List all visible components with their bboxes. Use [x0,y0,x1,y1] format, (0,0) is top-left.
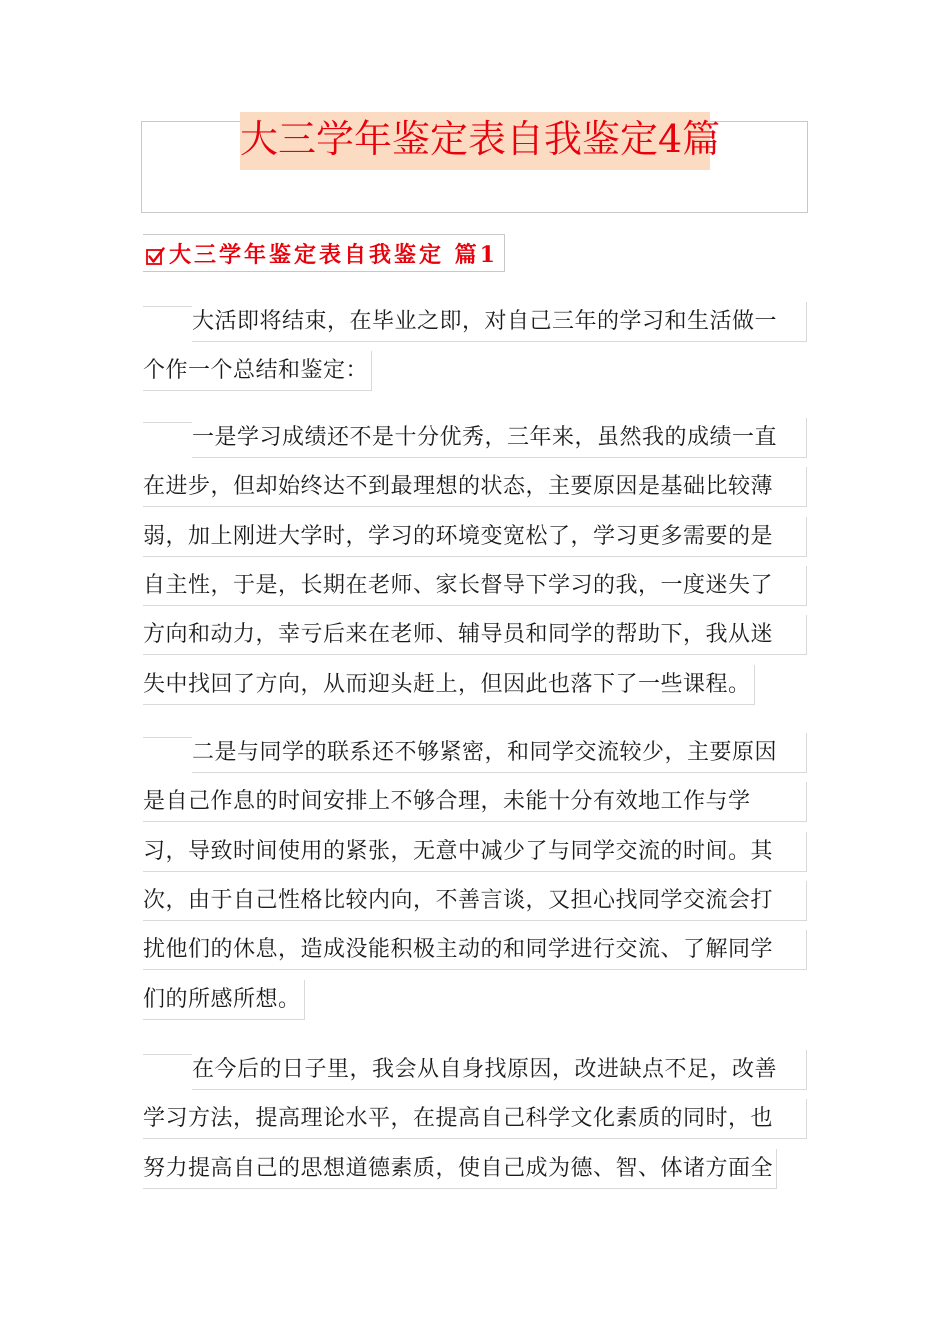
text-line: 习，导致时间使用的紧张，无意中减少了与同学交流的时间。其 [143,832,807,872]
line-frame [143,422,192,423]
text-line: 方向和动力，幸亏后来在老师、辅导员和同学的帮助下，我从迷 [143,615,807,655]
text-line: 们的所感所想。 [143,980,305,1020]
line-frame [143,306,192,307]
text-line: 自主性，于是，长期在老师、家长督导下学习的我，一度迷失了 [143,566,807,606]
section-title: 大三学年鉴定表自我鉴定 篇1 [169,241,498,268]
text-line: 失中找回了方向，从而迎头赶上，但因此也落下了一些课程。 [143,665,755,705]
text-line: 努力提高自己的思想道德素质，使自己成为德、智、体诸方面全 [143,1149,777,1189]
line-frame [143,1054,192,1055]
text-line: 学习方法，提高理论水平，在提高自己科学文化素质的同时，也 [143,1099,807,1139]
text-line: 在今后的日子里，我会从自身找原因，改进缺点不足，改善 [192,1050,807,1090]
line-frame [143,737,192,738]
text-line: 弱，加上刚进大学时，学习的环境变宽松了，学习更多需要的是 [143,517,807,557]
checkbox-checked-icon [146,247,165,266]
text-line: 个作一个总结和鉴定： [143,351,372,391]
text-line: 在进步，但却始终达不到最理想的状态，主要原因是基础比较薄 [143,467,807,507]
section-heading [143,234,505,272]
text-line: 次，由于自己性格比较内向，不善言谈，又担心找同学交流会打 [143,881,807,921]
document-title: 大三学年鉴定表自我鉴定4篇 [240,117,721,161]
text-line: 一是学习成绩还不是十分优秀，三年来，虽然我的成绩一直 [192,418,807,458]
text-line: 大活即将结束，在毕业之即，对自己三年的学习和生活做一 [192,302,807,342]
text-line: 扰他们的休息，造成没能积极主动的和同学进行交流、了解同学 [143,930,807,970]
text-line: 是自己作息的时间安排上不够合理，未能十分有效地工作与学 [143,782,807,822]
text-line: 二是与同学的联系还不够紧密，和同学交流较少，主要原因 [192,733,807,773]
